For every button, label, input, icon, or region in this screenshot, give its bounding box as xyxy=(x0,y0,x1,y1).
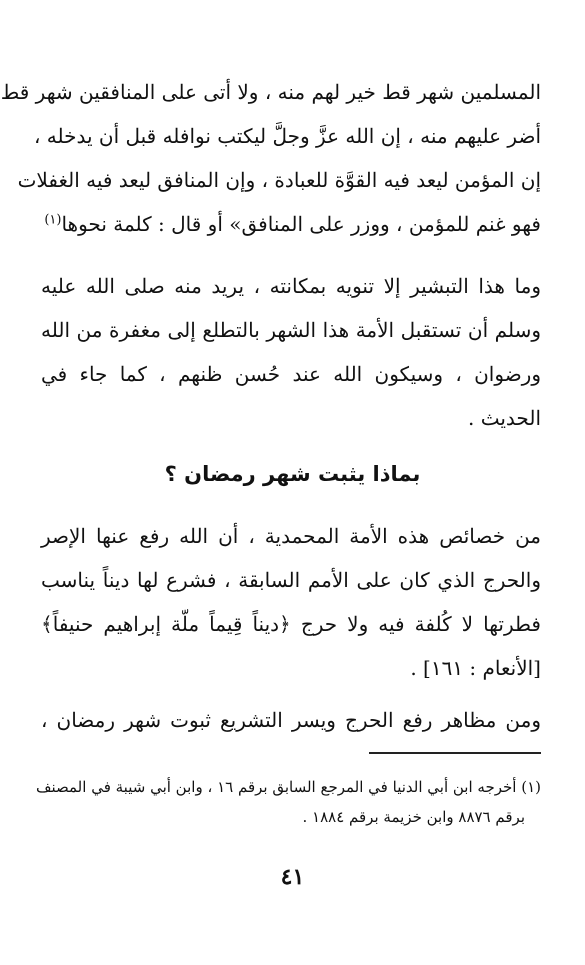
text-line: المسلمين شهر قط خير لهم منه ، ولا أتى على المنافقين شهر قط xyxy=(0,80,541,104)
text-line: أضر عليهم منه ، إن الله عزَّ وجلَّ ليكتب نوافله قبل أن يدخله ، xyxy=(33,124,541,148)
footnote-separator xyxy=(369,752,541,754)
text-line: وما هذا التبشير إلا تنويه بمكانته ، يريد منه صلى الله عليه xyxy=(41,274,541,298)
text-line: والحرج الذي كان على الأمم السابقة ، فشرع لها ديناً يناسب xyxy=(41,568,541,592)
paragraph-announcement xyxy=(41,264,541,440)
text-line: فطرتها لا كُلفة فيه ولا حرج ﴿ديناً قِيماً ملّة إبراهيم حنيفاً﴾ xyxy=(41,612,541,636)
text-line: ومن مظاهر رفع الحرج ويسر التشريع ثبوت شهر رمضان ، xyxy=(41,708,541,732)
text-line: ورضوان ، وسيكون الله عند حُسن ظنهم ، كما جاء في xyxy=(41,362,541,386)
text-line: [الأنعام : ١٦١] . xyxy=(410,656,541,680)
footnote-line: برقم ٨٨٧٦ وابن خزيمة برقم ١٨٨٤ . xyxy=(302,808,525,826)
text-line-content: فهو غنم للمؤمن ، ووزر على المنافق» أو قال : كلمة نحوها xyxy=(61,212,541,236)
paragraph-ummah-features xyxy=(41,514,541,690)
text-line: من خصائص هذه الأمة المحمدية ، أن الله رفع عنها الإصر xyxy=(41,524,541,548)
text-line: الحديث . xyxy=(468,406,541,430)
paragraph-ease xyxy=(41,698,541,742)
text-line xyxy=(41,202,541,246)
text-line: وسلم أن تستقبل الأمة هذا الشهر بالتطلع إلى مغفرة من الله xyxy=(41,318,541,342)
footnote-line: (١) أخرجه ابن أبي الدنيا في المرجع السابق برقم ١٦ ، وابن أبي شيبة في المصنف xyxy=(35,778,541,796)
paragraph-hadith-end xyxy=(0,70,541,246)
page-number: ٤١ xyxy=(280,864,305,890)
section-heading: بماذا يثبت شهر رمضان ؟ xyxy=(164,462,421,486)
footnote-reference: (١) xyxy=(44,212,62,228)
text-line: إن المؤمن ليعد فيه القوَّة للعبادة ، وإن المنافق ليعد فيه الغفلات xyxy=(17,168,541,192)
footnotes xyxy=(35,772,541,832)
